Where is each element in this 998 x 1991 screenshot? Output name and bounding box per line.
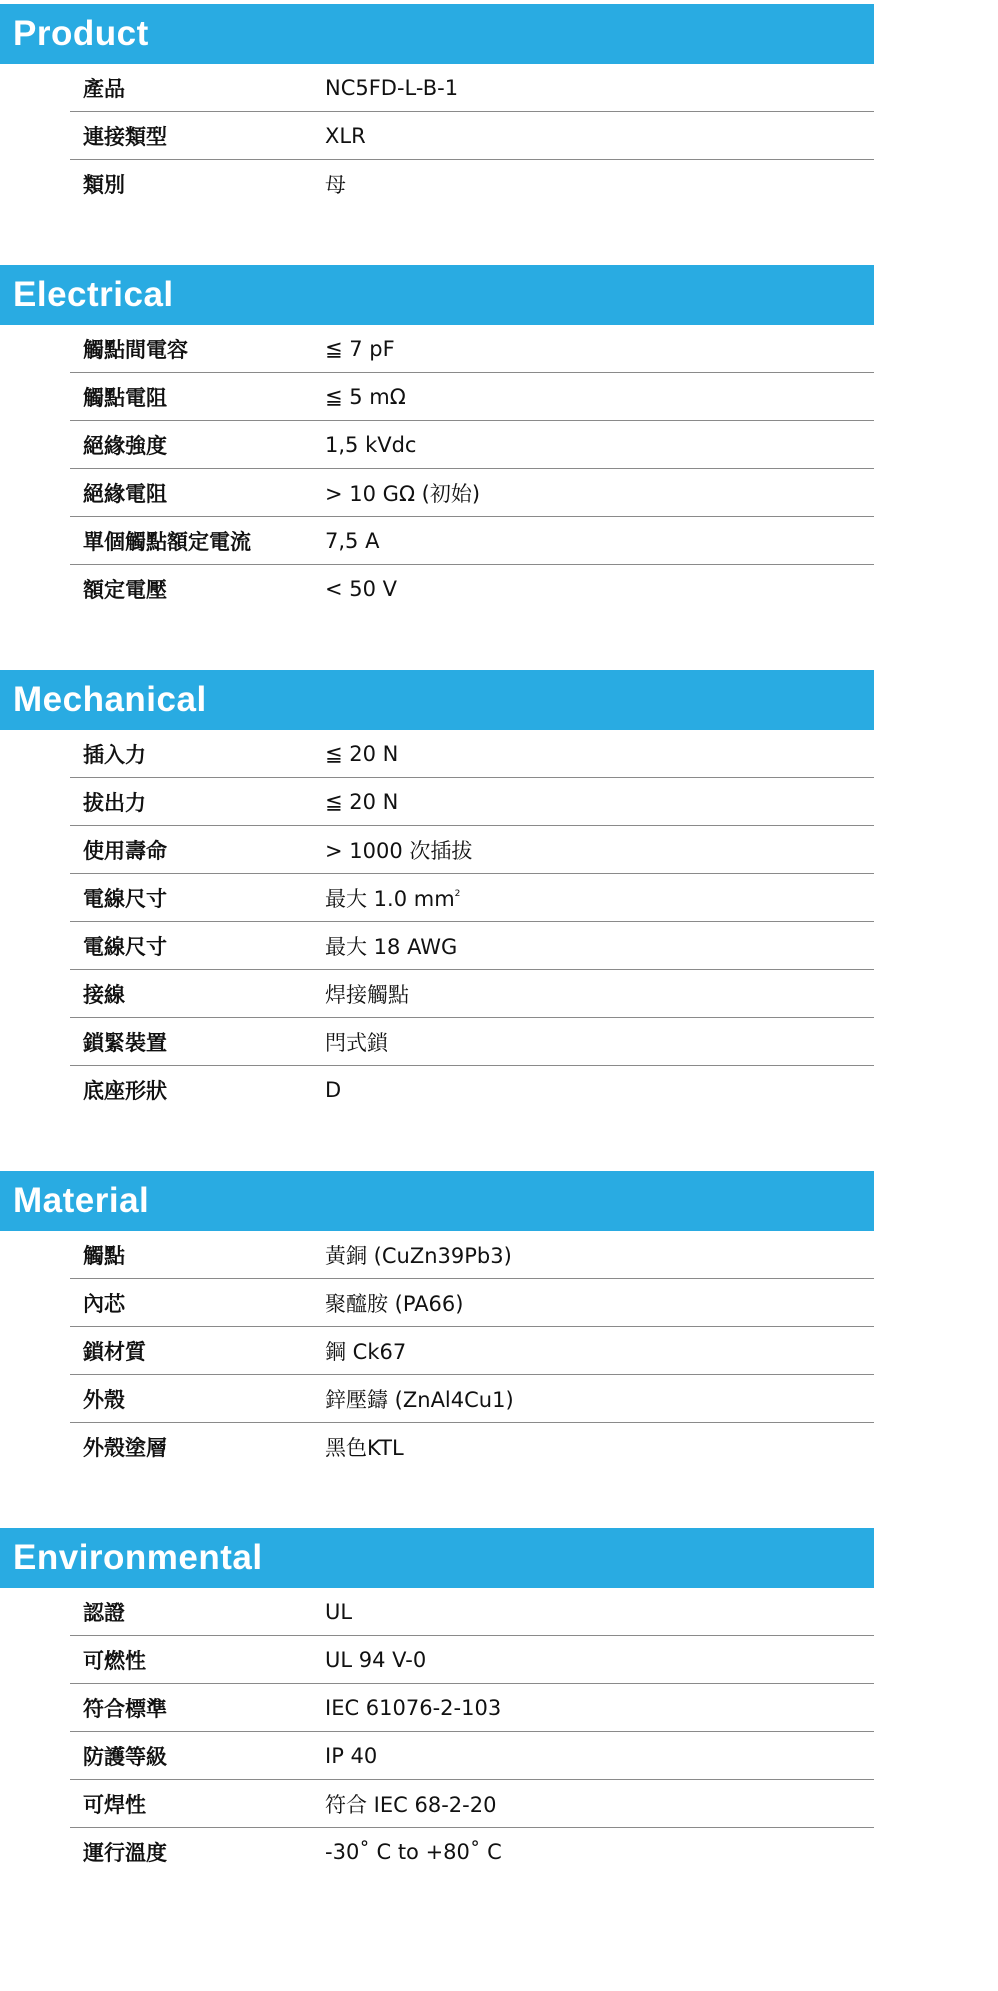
spec-row [70,64,874,112]
spec-row [70,1231,874,1279]
spec-row [70,1780,874,1828]
spec-value: 鋼 Ck67 [325,1339,407,1364]
spec-label: 連接類型 [83,124,167,149]
spec-table-material [70,1231,874,1471]
section-mechanical [0,670,874,1114]
spec-label: 運行溫度 [83,1841,167,1865]
spec-row [70,1066,874,1114]
spec-value: 最大 18 AWG [325,934,458,959]
spec-value: 7,5 A [325,528,380,553]
spec-label: 觸點間電容 [83,337,188,362]
spec-label: 產品 [83,76,125,101]
spec-value: 聚醯胺 (PA66) [325,1291,464,1316]
spec-row [70,922,874,970]
spec-row [70,778,874,826]
spec-value: NC5FD-L-B-1 [325,75,459,100]
spec-row [70,1018,874,1066]
spec-value: 1,5 kVdc [325,432,417,457]
spec-table-environmental [70,1588,874,1876]
spec-label: 內芯 [83,1291,125,1316]
spec-value: 符合 IEC 68-2-20 [325,1792,497,1817]
section-title-mechanical: Mechanical [0,670,874,730]
spec-row [70,970,874,1018]
spec-label: 額定電壓 [83,578,167,602]
spec-row [70,1375,874,1423]
spec-label: 外殼 [83,1387,125,1412]
spec-row [70,112,874,160]
spec-value: D [325,1078,342,1102]
section-title-product: Product [0,4,874,64]
spec-row [70,1423,874,1471]
spec-row [70,1588,874,1636]
spec-table-product [70,64,874,208]
spec-label: 插入力 [83,742,146,767]
spec-value: ≦ 7 pF [325,336,395,361]
section-title-electrical: Electrical [0,265,874,325]
spec-label: 認證 [83,1600,125,1625]
spec-label: 外殼塗層 [83,1436,167,1460]
spec-value: ≦ 5 mΩ [325,384,406,409]
spec-value: 焊接觸點 [325,982,409,1007]
section-title-environmental: Environmental [0,1528,874,1588]
spec-value: 閂式鎖 [325,1030,388,1055]
spec-label: 絕緣電阻 [83,481,167,506]
spec-value: -30˚ C to +80˚ C [325,1840,502,1864]
section-title-material: Material [0,1171,874,1231]
section-product [0,4,874,208]
spec-row [70,469,874,517]
spec-value: > 10 GΩ (初始) [325,481,481,506]
spec-label: 鎖材質 [83,1339,146,1364]
spec-value: UL 94 V-0 [325,1647,427,1672]
spec-label: 觸點 [83,1243,125,1268]
spec-label: 拔出力 [83,790,146,815]
section-material [0,1171,874,1471]
spec-row [70,373,874,421]
spec-row [70,160,874,208]
spec-row [70,1636,874,1684]
spec-value: ≦ 20 N [325,789,399,814]
spec-row [70,874,874,922]
superscript-unit: 2 [454,888,461,899]
spec-label: 觸點電阻 [83,385,167,410]
spec-label: 類別 [83,173,125,197]
section-electrical [0,265,874,613]
spec-value: IP 40 [325,1743,378,1768]
spec-row [70,730,874,778]
spec-table-electrical [70,325,874,613]
spec-row [70,325,874,373]
spec-label: 鎖緊裝置 [83,1030,167,1055]
spec-row [70,826,874,874]
spec-label: 使用壽命 [83,838,167,863]
spec-row [70,565,874,613]
spec-value: < 50 V [325,577,398,601]
spec-value: 母 [325,173,346,197]
spec-row [70,421,874,469]
spec-label: 可燃性 [83,1648,146,1673]
spec-row [70,1279,874,1327]
spec-label: 防護等級 [83,1744,167,1769]
spec-value: UL [325,1599,353,1624]
spec-row [70,517,874,565]
spec-label: 單個觸點額定電流 [83,529,251,554]
spec-value [325,883,874,913]
spec-label: 符合標準 [83,1696,167,1721]
spec-value: 黑色KTL [325,1436,404,1460]
spec-row [70,1732,874,1780]
spec-label: 可焊性 [83,1792,146,1817]
spec-label: 底座形狀 [83,1079,167,1103]
spec-row [70,1327,874,1375]
spec-value: IEC 61076-2-103 [325,1695,502,1720]
spec-value: XLR [325,123,366,148]
spec-value: 黃銅 (CuZn39Pb3) [325,1243,512,1268]
spec-value-text: 最大 1.0 mm [325,886,455,911]
spec-value: 鋅壓鑄 (ZnAl4Cu1) [325,1387,514,1412]
spec-label: 電線尺寸 [83,934,167,959]
spec-label: 絕緣強度 [83,433,167,458]
spec-label: 電線尺寸 [83,886,167,911]
spec-row [70,1684,874,1732]
spec-table-mechanical [70,730,874,1114]
spec-label: 接線 [83,982,125,1007]
spec-row [70,1828,874,1876]
spec-value: ≦ 20 N [325,741,399,766]
spec-value: > 1000 次插拔 [325,838,473,863]
section-environmental [0,1528,874,1876]
